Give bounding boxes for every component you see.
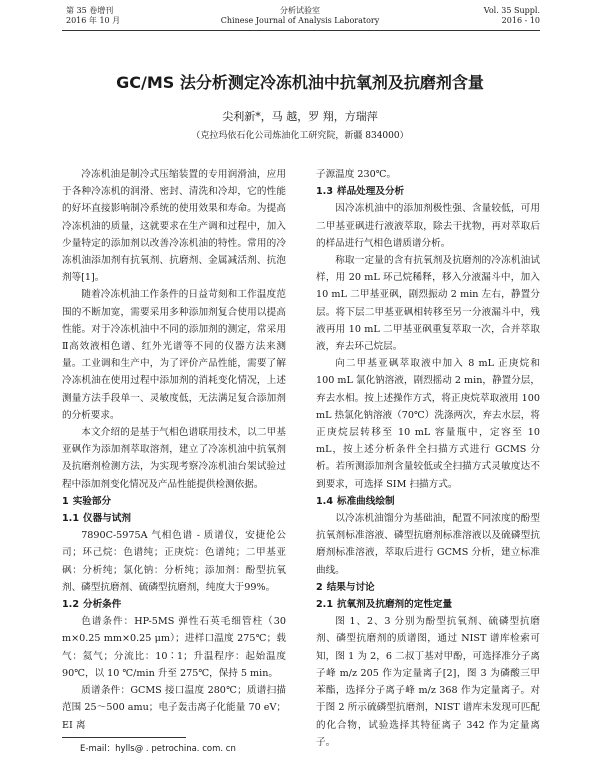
left-column <box>62 166 286 734</box>
subsection-heading-calibration <box>316 493 540 510</box>
section-title: 实验部分 <box>72 495 112 507</box>
paper-title: GC/MS 法分析测定冷冻机油中抗氧剂及抗磨剂含量 <box>116 73 484 92</box>
subsection-number: 1.3 <box>316 186 333 198</box>
subsection-title: 标准曲线绘制 <box>337 495 395 507</box>
subsection-heading-conditions <box>62 596 286 613</box>
gc-conditions-paragraph: 色谱条件：HP-5MS 弹性石英毛细管柱（30 m×0.25 mm×0.25 μm）；进样口温度 275℃；载气：氦气；分流比：10∶1；升温程序：起始温度 90℃，以 10 ℃/min 升至 275℃，保持 5 min。 <box>62 616 286 679</box>
subsection-title: 抗氧剂及抗磨剂的定性定量 <box>337 599 453 611</box>
intro-paragraph-3: 本文介绍的是基于气相色谱联用技术，以二甲基亚砜作为添加剂萃取溶剂，建立了冷冻机油中抗氧剂及抗磨剂检测方法，为实现考察冷冻机油台架试验过程中添加剂变化情况及产品性能提供检测依据。 <box>62 427 286 490</box>
header-divider <box>62 30 540 31</box>
subsection-number: 1.4 <box>316 495 333 507</box>
subsection-number: 1.1 <box>62 513 79 525</box>
date-cn: 2016 年 10 月 <box>66 16 121 25</box>
running-head-right <box>484 6 540 26</box>
intro-paragraph-2: 随着冷冻机油工作条件的日益苛刻和工作温度范围的不断加宽，需要采用多种添加剂复合使用以提高性能。对于冷冻机油中不同的添加剂的测定，常采用Ⅱ高效液相色谱、红外光谱等不同的仪器方法来测量。工业调和生产中，为了评价产品性能，需要了解冷冻机油在使用过程中添加剂的消耗变化情况，上述测量方法手段单一、灵敏度低，无法满足复合添加剂的分析要求。 <box>62 289 286 421</box>
subsection-heading-instruments <box>62 510 286 527</box>
running-head <box>0 6 600 32</box>
date-en: 2016 - 10 <box>501 16 540 25</box>
right-column <box>316 166 540 751</box>
footnote-divider <box>62 737 186 738</box>
subsection-title: 分析条件 <box>83 599 122 611</box>
subsection-title: 样品处理及分析 <box>337 186 405 198</box>
calibration-paragraph: 以冷冻机油馏分为基础油，配置不同浓度的酚型抗氧剂标准溶液、磷型抗磨剂标准溶液以及硫磷型抗磨剂标准溶液，萃取后进行 GCMS 分析，建立标准曲线。 <box>316 513 540 576</box>
subsection-number: 2.1 <box>316 599 333 611</box>
footnote-email: E-mail：hylls@ . petrochina. com. cn <box>80 744 236 754</box>
instruments-paragraph: 7890C-5975A 气相色谱 - 质谱仪，安捷伦公司；环己烷：色谱纯；正庚烷：色谱纯；二甲基亚砜：分析纯；氯化钠：分析纯；添加剂：酚型抗氧剂、磷型抗磨剂、硫磷型抗磨剂，纯度大于99%。 <box>62 530 286 593</box>
journal-en: Chinese Journal of Analysis Laboratory <box>220 16 380 25</box>
affiliation: （克拉玛依石化公司炼油化工研究院，新疆 834000） <box>191 131 409 141</box>
volume-en: Vol. 35 Suppl. <box>483 6 540 15</box>
section-title: 结果与讨论 <box>326 581 375 593</box>
section-number: 1 <box>62 495 69 507</box>
volume-cn: 第 35 卷增刊 <box>66 6 114 15</box>
sample-prep-paragraph-3: 向二甲基亚砜萃取液中加入 8 mL 正庚烷和 100 mL 氯化钠溶液，剧烈摇动 2 min，静置分层，弃去水相。按上述操作方式，将正庚烷萃取液用 100 mL 热氯化钠溶液（70℃）洗涤两次，弃去水层，将正庚烷层转移至 10 mL 容量瓶中，定容至 10 mL，按上述分析条件全扫描方式进行 GCMS 分析。若所测添加剂含量较低或全扫描方式灵敏度达不到要求，可选择 SIM 扫描方式。 <box>316 358 540 490</box>
section-heading-experimental <box>62 493 286 510</box>
section-heading-results <box>316 579 540 596</box>
subsection-heading-qualitative <box>316 596 540 613</box>
intro-paragraph-1: 冷冻机油是制冷式压缩装置的专用润滑油，应用于各种冷冻机的润滑、密封、清洗和冷却，它的性能的好坏直接影响制冷系统的使用效果和寿命。为提高冷冻机油的质量，这就要求在生产调和过程中，加入少量特定的添加剂以改善冷冻机油的特性。常用的冷冻机油添加剂有抗氧剂、抗磨剂、金属减活剂、抗泡剂等[1]。 <box>62 169 286 284</box>
subsection-number: 1.2 <box>62 599 79 611</box>
section-number: 2 <box>316 581 323 593</box>
subsection-heading-sample-prep <box>316 183 540 200</box>
ms-conditions-paragraph: 质谱条件：GCMS 接口温度 280℃；质谱扫描范围 25～500 amu；电子轰击离子化能量 70 eV；EI 离 <box>62 685 286 731</box>
journal-cn: 分析试验室 <box>280 6 320 15</box>
ms-conditions-continued: 子源温度 230℃。 <box>316 169 397 180</box>
sample-prep-paragraph-2: 称取一定量的含有抗氧剂及抗磨剂的冷冻机油试样，用 20 mL 环己烷稀释，移入分液漏斗中，加入 10 mL 二甲基亚砜，剧烈振动 2 min 左右，静置分层。将下层二甲基亚砜相转移至另一分液漏斗中，残液再用 10 mL 二甲基亚砜重复萃取一次，合并萃取液，弃去环己烷层。 <box>316 255 540 353</box>
author-list: 尖利新*，马 越，罗 翔，方瑞萍 <box>222 110 378 123</box>
subsection-title: 仪器与试剂 <box>83 513 131 525</box>
results-paragraph-1: 图 1、2、3 分别为酚型抗氧剂、硫磷型抗磨剂、磷型抗磨剂的质谱图，通过 NIST 谱库检索可知，图 1 为 2，6 二叔丁基对甲酚，可选择准分子离子峰 m/z 205 作为定量离子[2]，图 3 为磷酸三甲苯酯，选择分子离子峰 m/z 368 作为定量离子。对于图 2 所示硫磷型抗磨剂，NIST 谱库未发现可匹配的化合物，试验选择其特征离子 342 作为定量离子。 <box>316 616 540 748</box>
sample-prep-paragraph-1: 因冷冻机油中的添加剂极性强、含量较低，可用二甲基亚砜进行液液萃取，除去干扰物，再对萃取后的样品进行气相色谱质谱分析。 <box>316 203 540 249</box>
